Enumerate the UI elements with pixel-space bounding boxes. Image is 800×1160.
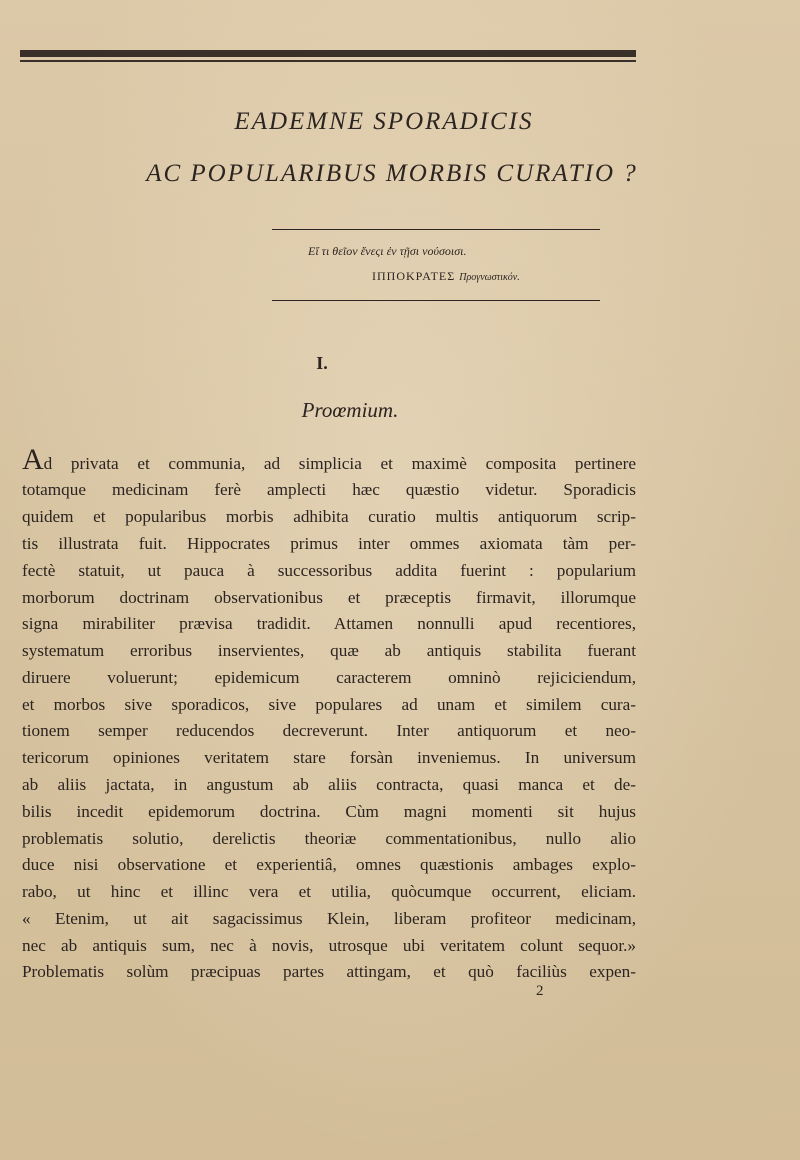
body-line: duce nisi observatione et experientiâ, omnes quæstionis ambages explo- (22, 855, 636, 874)
body-line: nec ab antiquis sum, nec à novis, utrosque ubi veritatem colunt sequor.» (22, 936, 636, 955)
body-line: bilis incedit epidemorum doctrina. Cùm magni momenti sit hujus (22, 802, 636, 821)
body-line: totamque medicinam ferè amplecti hæc quæstio videtur. Sporadicis (22, 480, 636, 499)
body-line: rabo, ut hinc et illinc vera et utilia, quòcumque occurrent, eliciam. (22, 882, 636, 901)
epigraph-author: ΙΠΠΟΚΡΑΤΕΣ (372, 269, 456, 283)
epigraph-top-rule (272, 229, 600, 230)
body-line: signa mirabiliter prævisa tradidit. Attamen nonnulli apud recentiores, (22, 614, 636, 633)
body-line: et morbos sive sporadicos, sive populares ad unam et similem cura- (22, 695, 636, 714)
signature-mark: 2 (536, 983, 544, 999)
drop-cap: A (22, 443, 44, 476)
epigraph-work: Προγνωστικόν. (459, 272, 520, 283)
body-line: Problematis solùm præcipuas partes attingam, et quò faciliùs expen- (22, 962, 636, 981)
section-number: I. (316, 353, 328, 373)
header-double-rule (20, 50, 636, 66)
header-thin-rule (20, 60, 636, 62)
body-line: systematum erroribus inservientes, quæ ab antiquis stabilita fuerant (22, 641, 636, 660)
body-line: « Etenim, ut ait sagacissimus Klein, liberam profiteor medicinam, (22, 909, 636, 928)
body-line: ab aliis jactata, in angustum ab aliis contracta, quasi manca et de- (22, 775, 636, 794)
body-line: fectè statuit, ut pauca à successoribus addita fuerint : popularium (22, 561, 636, 580)
body-line: tericorum opiniones veritatem stare forsàn inveniemus. In universum (22, 748, 636, 767)
header-thick-rule (20, 50, 636, 57)
epigraph-quote: Εἴ τι θεῖον ἔνεςι ἐν τῇσι νούσοισι. (308, 244, 467, 258)
body-line: Ad privata et communia, ad simplicia et maximè composita pertinere (22, 443, 636, 476)
body-line: tis illustrata fuit. Hippocrates primus inter ommes axiomata tàm per- (22, 534, 636, 553)
epigraph-attribution (372, 269, 520, 284)
body-line: quidem et popularibus morbis adhibita curatio multis antiquorum scrip- (22, 507, 636, 526)
section-title: Proœmium. (301, 398, 399, 422)
epigraph-bottom-rule (272, 300, 600, 301)
body-line: morborum doctrinam observationibus et præceptis firmavit, illorumque (22, 588, 636, 607)
body-line: diruere voluerunt; epidemicum caracterem omninò rejiciciendum, (22, 668, 636, 687)
body-line: problematis solutio, derelictis theoriæ commentationibus, nullo alio (22, 829, 636, 848)
title-line-1: EADEMNE SPORADICIS (234, 108, 534, 135)
body-line: tionem semper reducendos decreverunt. Inter antiquorum et neo- (22, 721, 636, 740)
title-line-2: AC POPULARIBUS MORBIS CURATIO ? (146, 160, 638, 187)
